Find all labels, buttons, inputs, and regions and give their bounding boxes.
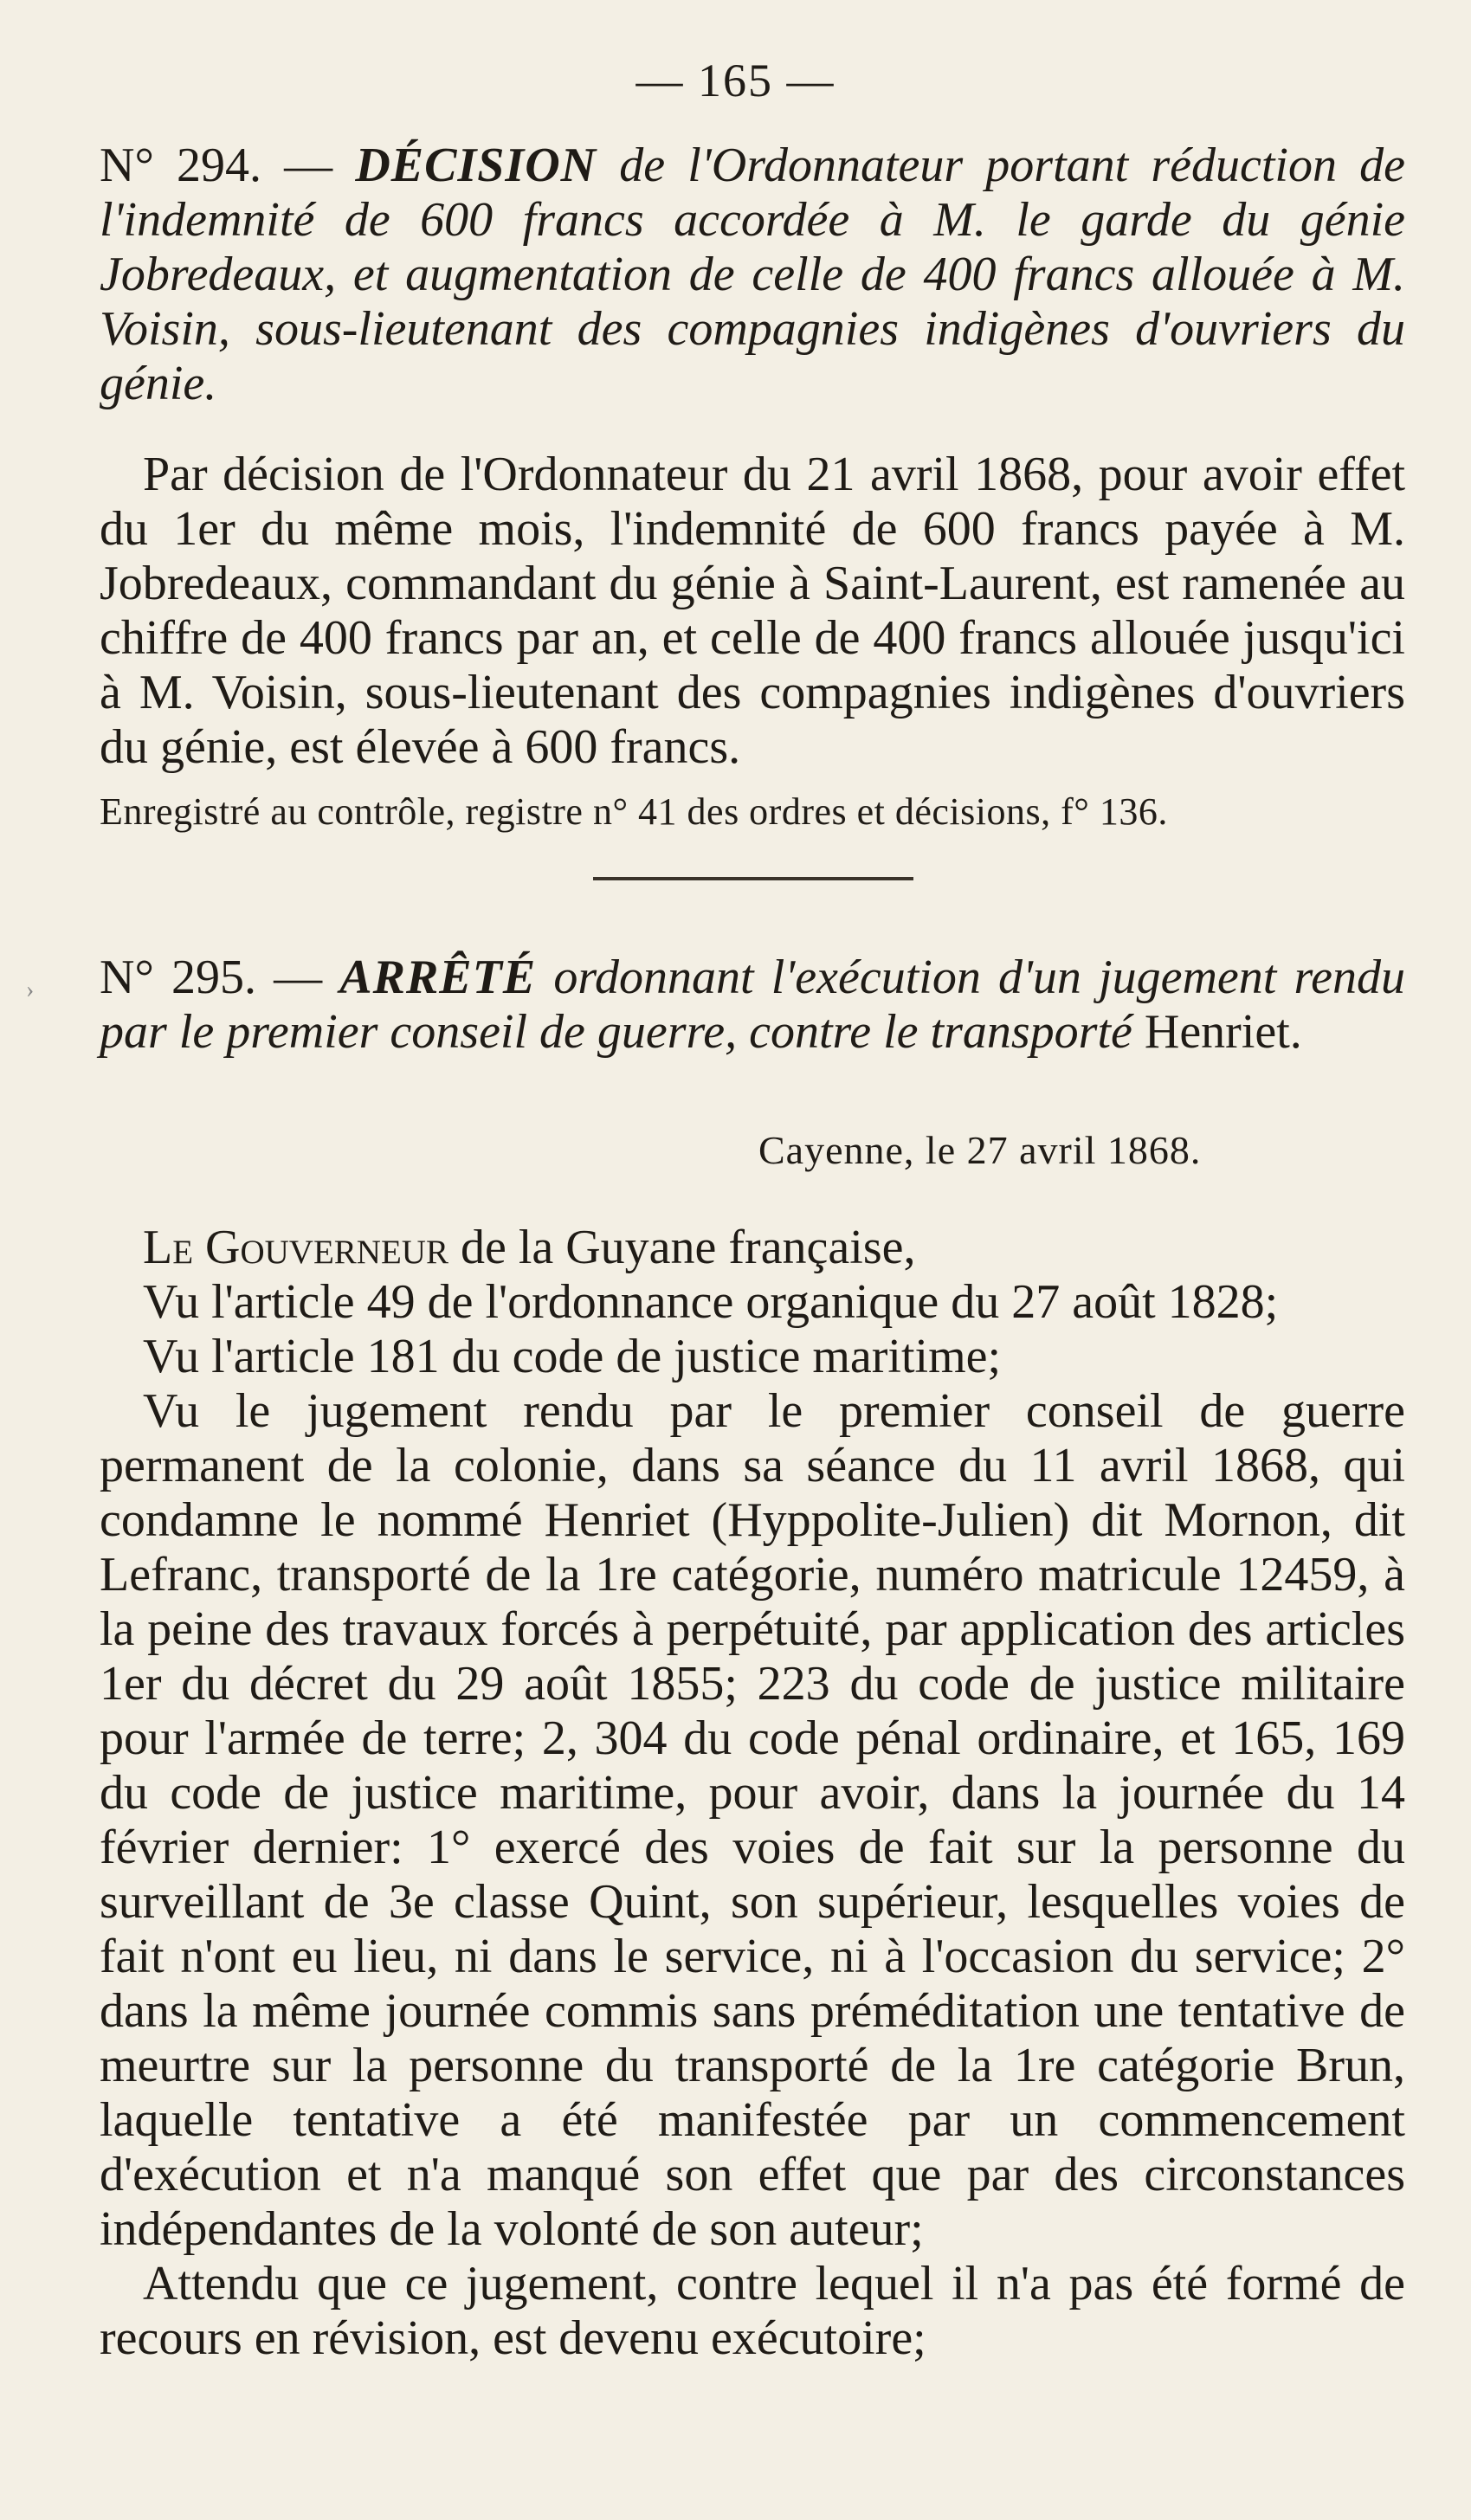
article-295-title-name: Henriet.: [1144, 1005, 1302, 1059]
authority-line: [100, 1221, 1405, 1275]
margin-mark: ›: [26, 976, 35, 1003]
authority-title: Le Gouverneur: [143, 1221, 448, 1274]
article-294-kind: DÉCISION: [355, 139, 597, 192]
article-295: [100, 951, 1405, 1060]
article-295-number: N° 295. —: [100, 951, 323, 1004]
dateline: Cayenne, le 27 avril 1868.: [758, 1128, 1202, 1172]
article-295-heading: [100, 951, 1405, 1060]
vu-clause-3: Vu le jugement rendu par le premier conseil de guerre permanent de la colonie, dans sa séance du 11 avril 1868, qui condamne le nommé Henriet (Hyppolite-Julien) dit Mornon, dit Lefranc, transporté de la 1re catégorie, numéro matricule 12459, à la peine des travaux forcés à perpétuité, par application des articles 1er du décret du 29 août 1855; 223 du code de justice militaire pour l'armée de terre; 2, 304 du code pénal ordinaire, et 165, 169 du code de justice maritime, pour avoir, dans la journée du 14 février dernier: 1° exercé des voies de fait sur la personne du surveillant de 3e classe Quint, son supérieur, lesquelles voies de fait n'ont eu lieu, ni dans le service, ni à l'occasion du service; 2° dans la même journée commis sans préméditation une tentative de meurtre sur la personne du transporté de la 1re catégorie Brun, laquelle tentative a été manifestée par un commencement d'exécution et n'a manqué son effet que par des circonstances indépendantes de la volonté de son auteur;: [100, 1384, 1405, 2256]
article-295-title: ordonnant l'exécution d'un jugement rendu par le premier conseil de guerre, contre le transporté: [100, 951, 1406, 1059]
attendu-clause: Attendu que ce jugement, contre lequel il n'a pas été formé de recours en révision, est devenu exécutoire;: [100, 2257, 1405, 2365]
article-294-title: de l'Ordonnateur portant réduction de l'indemnité de 600 francs accordée à M. le garde du génie Jobredeaux, et augmentation de celle de 400 francs allouée à M. Voisin, sous-lieutenant des compagnies indigènes d'ouvriers du génie.: [100, 139, 1405, 410]
article-294-body: Par décision de l'Ordonnateur du 21 avril 1868, pour avoir effet du 1er du même mois, l'indemnité de 600 francs payée à M. Jobredeaux, commandant du génie à Saint-Laurent, est ramenée au chiffre de 400 francs par an, et celle de 400 francs allouée jusqu'ici à M. Voisin, sous-lieutenant des compagnies indigènes d'ouvriers du génie, est élevée à 600 francs.: [100, 448, 1405, 774]
article-294-number: N° 294. —: [100, 139, 333, 192]
section-divider: [593, 877, 913, 880]
page-number: — 165 —: [635, 55, 836, 106]
authority-rest: de la Guyane française,: [460, 1221, 916, 1274]
article-295-kind: ARRÊTÉ: [339, 951, 537, 1004]
vu-clause-2: Vu l'article 181 du code de justice maritime;: [143, 1330, 1002, 1383]
article-294-registre: Enregistré au contrôle, registre n° 41 des ordres et décisions, f° 136.: [100, 790, 1168, 833]
vu-clause-1: Vu l'article 49 de l'ordonnance organique du 27 août 1828;: [143, 1275, 1279, 1329]
article-294-heading: [100, 139, 1405, 411]
article-295-body: [100, 1221, 1405, 2366]
article-294: [100, 139, 1405, 835]
